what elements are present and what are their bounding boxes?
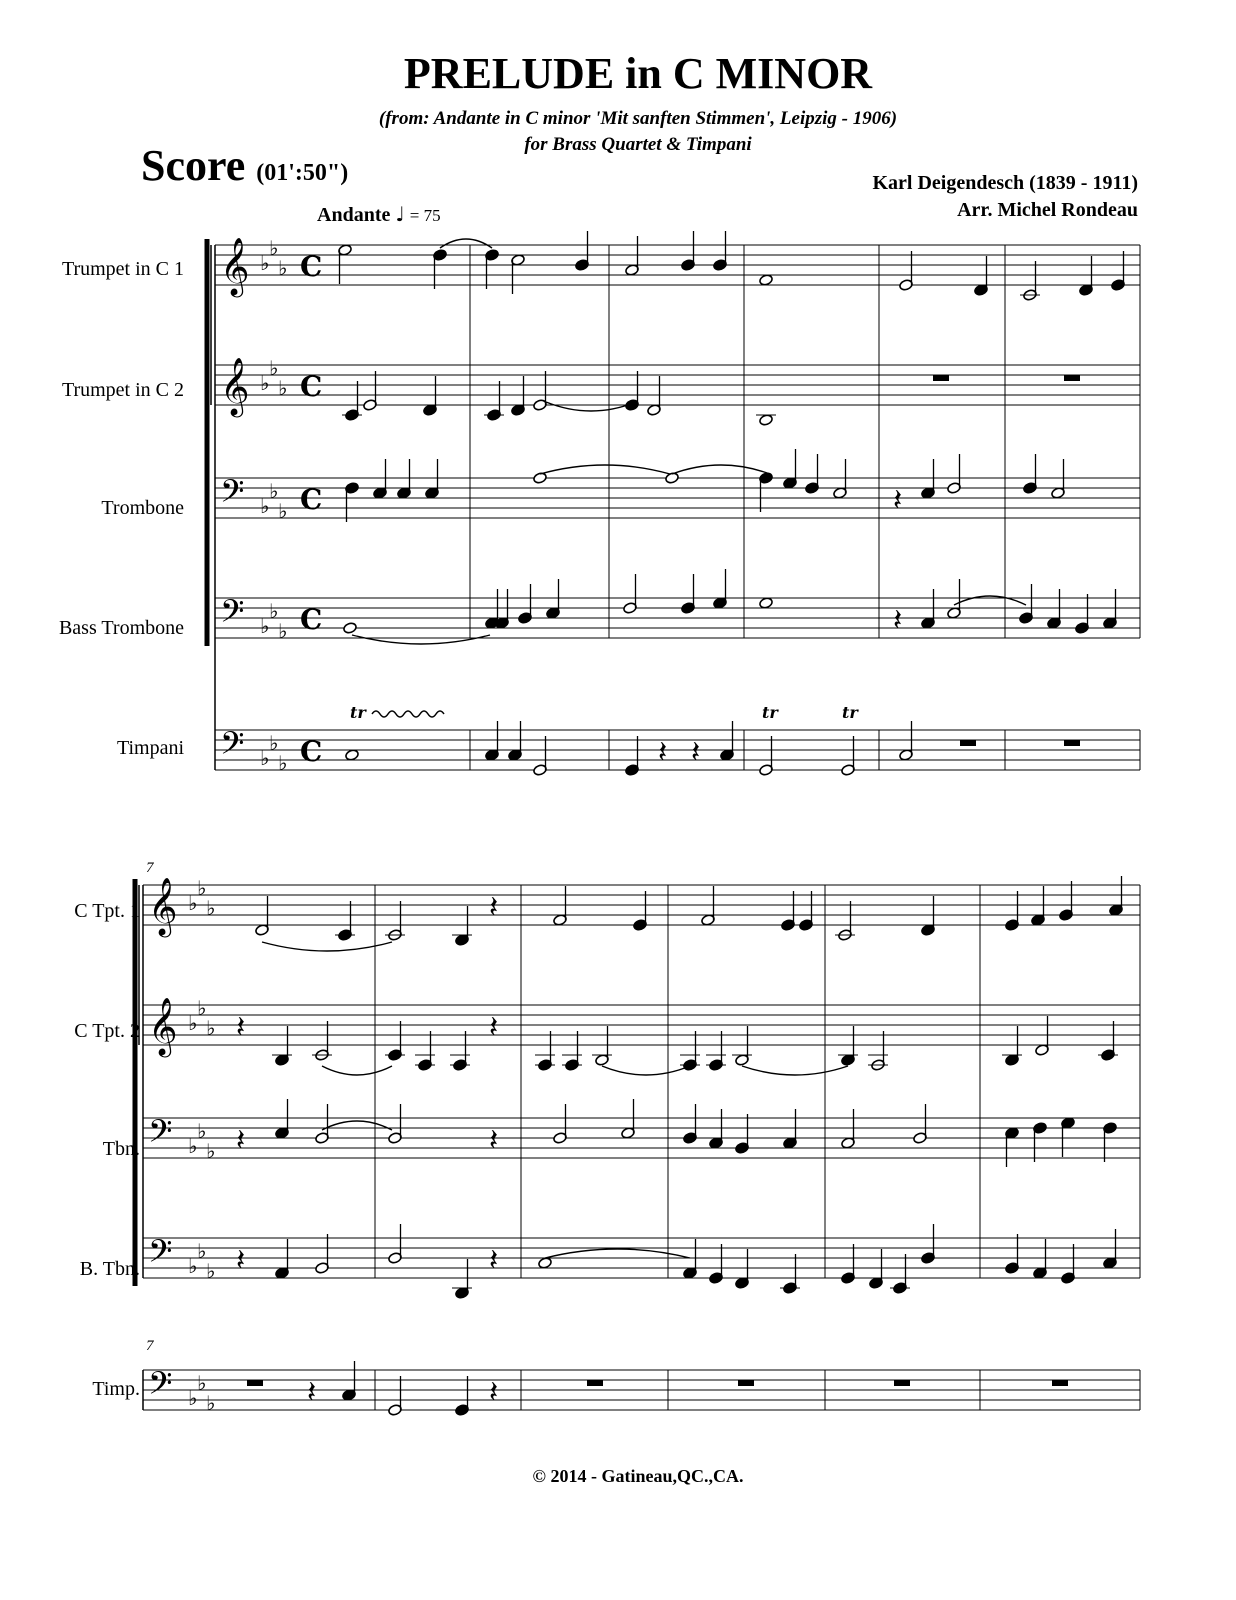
- flat-icon: ♭: [197, 876, 207, 900]
- flat-icon: ♭: [188, 1254, 198, 1278]
- flat-icon: ♭: [260, 494, 270, 518]
- quarter-note-icon: ♩: [395, 202, 405, 226]
- quarter-rest-icon: 𝄽: [236, 1010, 246, 1045]
- tie: [954, 596, 1026, 605]
- whole-rest: [1064, 740, 1080, 746]
- flat-icon: ♭: [269, 479, 279, 503]
- staves-layer: [135, 236, 1140, 1415]
- trill-mark: tr: [842, 703, 858, 722]
- quarter-rest-icon: 𝄽: [489, 1010, 499, 1045]
- flat-icon: ♭: [278, 751, 288, 775]
- arranger: Arr. Michel Rondeau: [957, 199, 1138, 221]
- quarter-rest-icon: 𝄽: [893, 483, 903, 518]
- inst-c-tpt-1: C Tpt. 1: [74, 900, 140, 922]
- flat-icon: ♭: [260, 614, 270, 638]
- bass-clef-icon: 𝄢: [148, 1113, 173, 1157]
- note-head: [538, 1257, 553, 1270]
- flat-icon: ♭: [188, 891, 198, 915]
- quarter-rest-icon: 𝄽: [489, 1243, 499, 1278]
- trill-mark: tr: [762, 703, 778, 722]
- note-head: [343, 622, 358, 635]
- composer: Karl Deigendesch (1839 - 1911): [872, 172, 1138, 194]
- quarter-rest-icon: 𝄽: [236, 1243, 246, 1278]
- time-signature: C: [300, 370, 323, 403]
- tie: [602, 1066, 690, 1075]
- quarter-rest-icon: 𝄽: [893, 603, 903, 638]
- quarter-rest-icon: 𝄽: [489, 1123, 499, 1158]
- copyright: © 2014 - Gatineau,QC.,CA.: [532, 1466, 744, 1486]
- whole-rest: [1052, 1380, 1068, 1386]
- time-signature: C: [300, 250, 323, 283]
- inst-timpani: Timpani: [116, 737, 184, 759]
- flat-icon: ♭: [278, 256, 288, 280]
- time-signature: C: [300, 735, 323, 768]
- quarter-rest-icon: 𝄽: [236, 1123, 246, 1158]
- flat-icon: ♭: [206, 1016, 216, 1040]
- note-head: [759, 414, 774, 427]
- whole-rest: [587, 1380, 603, 1386]
- flat-icon: ♭: [206, 1259, 216, 1283]
- whole-rest: [1064, 375, 1080, 381]
- page-title: PRELUDE in C MINOR: [403, 49, 873, 98]
- tie: [440, 239, 492, 248]
- flat-icon: ♭: [260, 746, 270, 770]
- tie: [352, 635, 490, 644]
- flat-icon: ♭: [188, 1134, 198, 1158]
- flat-icon: ♭: [269, 236, 279, 260]
- duration: (01':50"): [256, 160, 349, 186]
- inst-b-tbn: B. Tbn.: [79, 1258, 140, 1280]
- quarter-rest-icon: 𝄽: [489, 890, 499, 925]
- treble-clef-icon: 𝄞: [148, 997, 178, 1055]
- bass-clef-icon: 𝄢: [220, 473, 245, 517]
- flat-icon: ♭: [206, 1139, 216, 1163]
- flat-icon: ♭: [197, 996, 207, 1020]
- flat-icon: ♭: [269, 599, 279, 623]
- whole-rest: [894, 1380, 910, 1386]
- quarter-rest-icon: 𝄽: [307, 1375, 317, 1410]
- tie: [322, 1066, 392, 1075]
- tie: [540, 465, 670, 474]
- inst-timp: Timp.: [92, 1378, 140, 1400]
- quarter-rest-icon: 𝄽: [489, 1375, 499, 1410]
- time-signature: C: [300, 483, 323, 516]
- flat-icon: ♭: [206, 1391, 216, 1415]
- flat-icon: ♭: [278, 619, 288, 643]
- inst-trombone: Trombone: [101, 497, 184, 519]
- whole-rest: [960, 740, 976, 746]
- tie: [742, 1066, 848, 1075]
- quarter-rest-icon: 𝄽: [691, 735, 701, 770]
- inst-trumpet-2: Trumpet in C 2: [61, 379, 184, 401]
- flat-icon: ♭: [278, 376, 288, 400]
- whole-rest: [738, 1380, 754, 1386]
- bass-clef-icon: 𝄢: [220, 593, 245, 637]
- treble-clef-icon: 𝄞: [220, 237, 250, 295]
- flat-icon: ♭: [188, 1386, 198, 1410]
- treble-clef-icon: 𝄞: [220, 357, 250, 415]
- note-head: [345, 749, 360, 762]
- bass-clef-icon: 𝄢: [148, 1233, 173, 1277]
- tie: [262, 942, 392, 951]
- flat-icon: ♭: [269, 731, 279, 755]
- flat-icon: ♭: [260, 371, 270, 395]
- flat-icon: ♭: [197, 1371, 207, 1395]
- flat-icon: ♭: [278, 499, 288, 523]
- trill-line: [372, 711, 444, 717]
- note-head: [759, 274, 774, 287]
- tempo-mm: = 75: [409, 206, 441, 225]
- treble-clef-icon: 𝄞: [148, 877, 178, 935]
- bass-clef-icon: 𝄢: [148, 1365, 173, 1409]
- flat-icon: ♭: [260, 251, 270, 275]
- tie: [546, 402, 636, 411]
- inst-trumpet-1: Trumpet in C 1: [61, 258, 184, 280]
- flat-icon: ♭: [197, 1239, 207, 1263]
- subtitle: (from: Andante in C minor 'Mit sanften Stimmen', Leipzig - 1906): [378, 108, 898, 129]
- quarter-rest-icon: 𝄽: [658, 735, 668, 770]
- flat-icon: ♭: [197, 1119, 207, 1143]
- flat-icon: ♭: [269, 356, 279, 380]
- instrumentation: for Brass Quartet & Timpani: [524, 134, 752, 155]
- bass-clef-icon: 𝄢: [220, 725, 245, 769]
- trill-mark: tr: [350, 703, 366, 722]
- score-word: Score: [141, 141, 246, 190]
- flat-icon: ♭: [206, 896, 216, 920]
- timp-measure-number-7: 7: [146, 1338, 154, 1354]
- tie: [672, 465, 770, 474]
- time-signature: C: [300, 603, 323, 636]
- whole-rest: [247, 1380, 263, 1386]
- inst-bass-trombone: Bass Trombone: [58, 617, 184, 639]
- tie: [322, 1121, 392, 1130]
- inst-tbn: Tbn.: [102, 1138, 140, 1160]
- flat-icon: ♭: [188, 1011, 198, 1035]
- measure-number-7: 7: [146, 860, 154, 876]
- inst-c-tpt-2: C Tpt. 2: [74, 1020, 140, 1042]
- note-head: [759, 597, 774, 610]
- whole-rest: [933, 375, 949, 381]
- tempo-text: Andante: [317, 204, 391, 226]
